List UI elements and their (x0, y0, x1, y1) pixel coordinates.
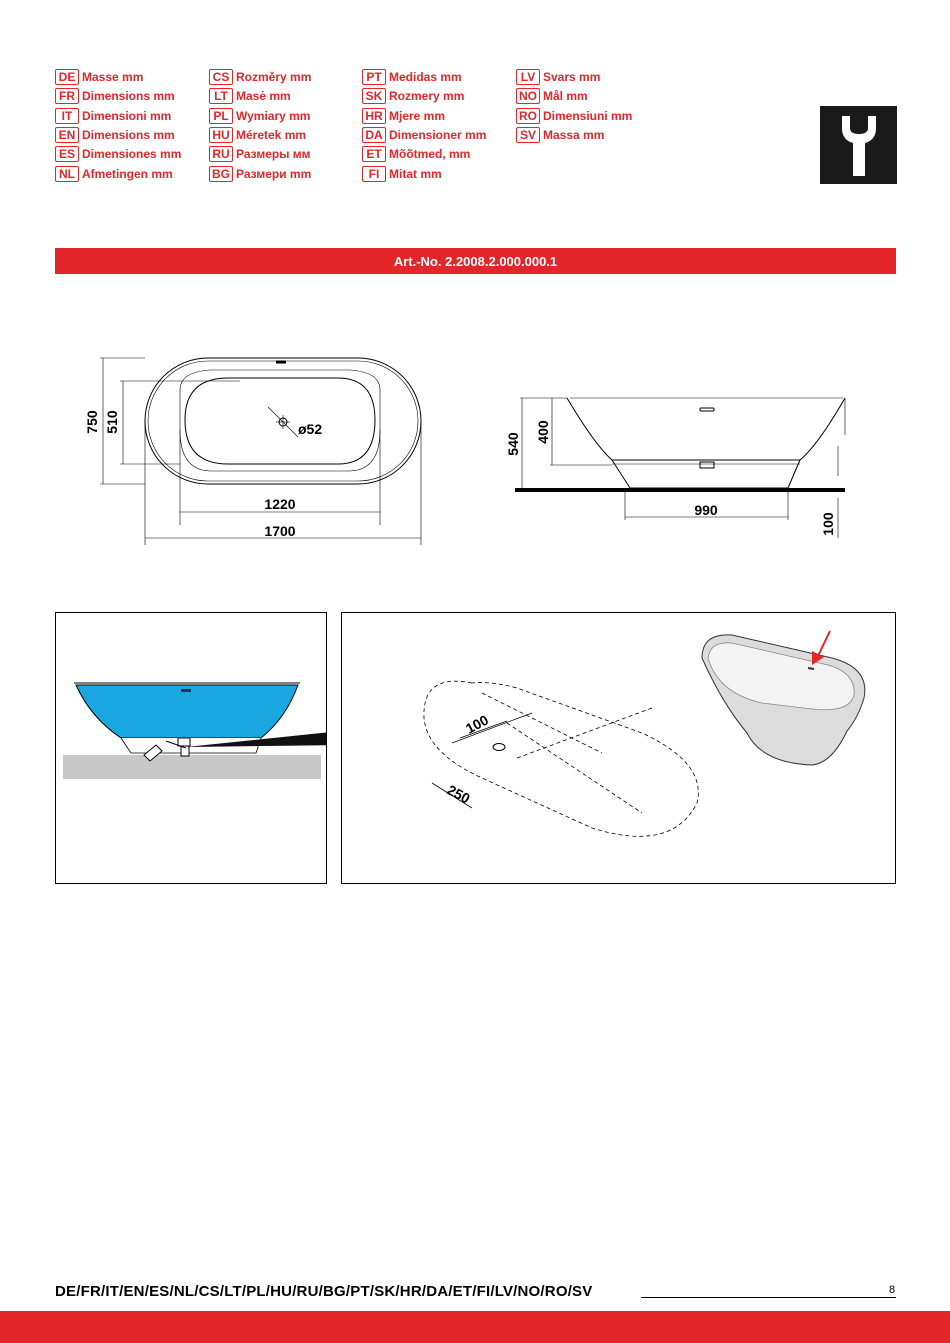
dim-1220: 1220 (264, 496, 296, 512)
footer-rule (641, 1297, 896, 1298)
lang-entry-no (516, 88, 588, 104)
wrench-icon (820, 106, 897, 184)
lang-label: Mõõtmed, mm (389, 147, 471, 161)
lang-code: DA (362, 127, 386, 143)
lang-code: LV (516, 69, 540, 85)
article-number: Art.-No. 2.2008.2.000.000.1 (393, 253, 558, 269)
lang-label: Dimensiuni mm (543, 109, 633, 123)
lang-code: FR (55, 88, 79, 104)
lang-label: Medidas mm (389, 70, 462, 84)
lang-code: EN (55, 127, 79, 143)
lang-label: Dimensions mm (82, 128, 175, 142)
lang-label: Dimensions mm (82, 89, 175, 103)
lang-code: NL (55, 166, 79, 182)
side-view-drawing (500, 390, 850, 540)
lang-code: CS (209, 69, 233, 85)
page-number: 8 (889, 1284, 896, 1296)
lang-entry-pl (209, 108, 310, 124)
dim-510: 510 (104, 410, 120, 434)
lang-code: FI (362, 166, 386, 182)
arrow-icon (817, 631, 830, 658)
dim-990: 990 (694, 502, 718, 518)
lang-label: Dimensioner mm (389, 128, 487, 142)
lang-code: RO (516, 108, 540, 124)
lang-label: Размери mm (236, 167, 312, 181)
lang-code: PL (209, 108, 233, 124)
lang-label: Размеры мм (236, 147, 311, 161)
lang-code: DE (55, 69, 79, 85)
lang-entry-it (55, 108, 171, 124)
lang-label: Rozmery mm (389, 89, 465, 103)
lang-entry-es (55, 146, 181, 162)
top-view-drawing (80, 350, 440, 550)
tub-inner-left (185, 378, 240, 464)
lang-entry-fr (55, 88, 175, 104)
lang-label: Massa mm (543, 128, 605, 142)
lang-entry-sk (362, 88, 464, 104)
lang-code: ET (362, 146, 386, 162)
lang-label: Afmetingen mm (82, 167, 173, 181)
water-fill (76, 685, 298, 738)
lang-entry-bg (209, 166, 311, 182)
lang-entry-sv (516, 127, 604, 143)
lang-code: BG (209, 166, 233, 182)
floor-plan-illustration (342, 613, 895, 883)
filled-tub-illustration (56, 613, 326, 883)
lang-label: Rozměry mm (236, 70, 312, 84)
lang-entry-da (362, 127, 486, 143)
lang-label: Mål mm (543, 89, 588, 103)
drain-install-panel (55, 612, 327, 884)
lang-code: ES (55, 146, 79, 162)
lang-entry-et (362, 146, 470, 162)
footer-language-codes: DE/FR/IT/EN/ES/NL/CS/LT/PL/HU/RU/BG/PT/SK/HR/DA/ET/FI/LV/NO/RO/SV (55, 1283, 593, 1300)
lang-label: Masse mm (82, 70, 144, 84)
lang-code: IT (55, 108, 79, 124)
lang-entry-nl (55, 166, 173, 182)
lang-entry-pt (362, 69, 462, 85)
lang-label: Svars mm (543, 70, 601, 84)
lang-label: Masė mm (236, 89, 291, 103)
lang-entry-en (55, 127, 175, 143)
lang-label: Dimensioni mm (82, 109, 172, 123)
lang-label: Dimensiones mm (82, 147, 182, 161)
lang-code: LT (209, 88, 233, 104)
dim-install-250: 250 (444, 781, 473, 807)
dim-drain: ø52 (298, 421, 323, 437)
lang-code: HR (362, 108, 386, 124)
lang-entry-lt (209, 88, 291, 104)
dim-1700: 1700 (264, 523, 296, 539)
lang-entry-hr (362, 108, 445, 124)
lang-label: Mjere mm (389, 109, 446, 123)
lang-code: NO (516, 88, 540, 104)
lang-code: HU (209, 127, 233, 143)
lang-label: Méretek mm (236, 128, 307, 142)
lang-code: RU (209, 146, 233, 162)
dim-400: 400 (535, 420, 551, 444)
lang-entry-fi (362, 166, 442, 182)
dim-100: 100 (820, 512, 836, 536)
article-number-bar (55, 248, 896, 274)
dim-540: 540 (505, 432, 521, 456)
dim-install-100: 100 (462, 711, 492, 737)
lang-entry-lv (516, 69, 600, 85)
tub-side-outline (567, 398, 845, 460)
lang-label: Mitat mm (389, 167, 442, 181)
position-panel (341, 612, 896, 884)
lang-entry-de (55, 69, 143, 85)
bottom-accent-bar (0, 1311, 950, 1343)
lang-entry-ro (516, 108, 632, 124)
dim-750: 750 (84, 410, 100, 434)
lang-code: PT (362, 69, 386, 85)
lang-entry-cs (209, 69, 311, 85)
lang-code: SK (362, 88, 386, 104)
lang-entry-ru (209, 146, 311, 162)
lang-label: Wymiary mm (236, 109, 311, 123)
lang-code: SV (516, 127, 540, 143)
lang-entry-hu (209, 127, 306, 143)
